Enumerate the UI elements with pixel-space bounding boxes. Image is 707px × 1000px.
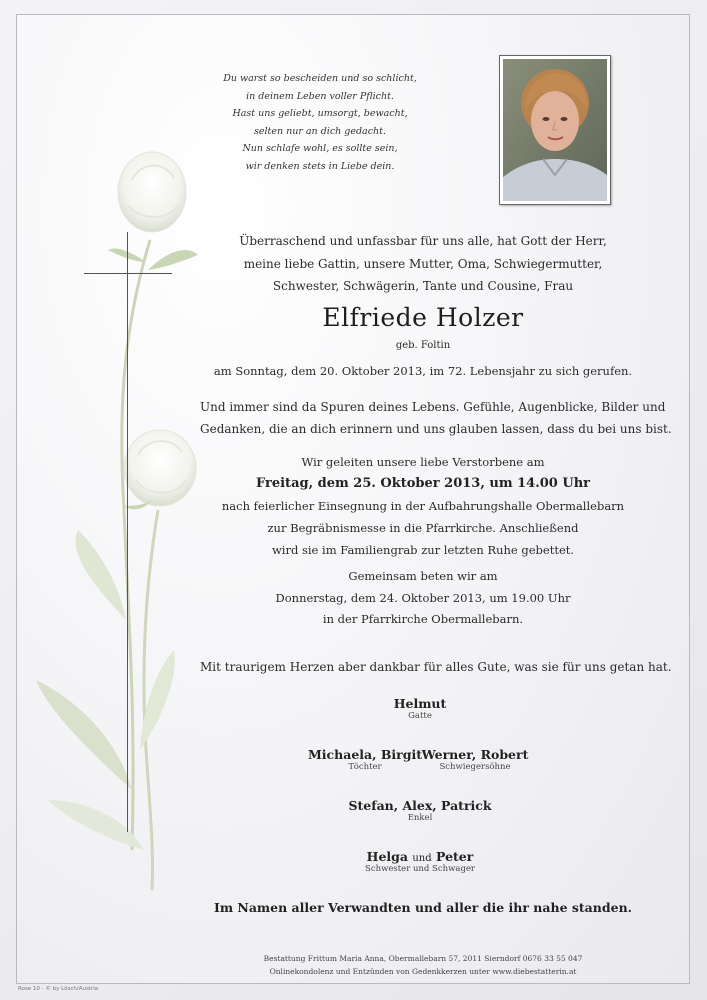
portrait-photo	[499, 55, 611, 205]
funeral-date: Freitag, dem 25. Oktober 2013, um 14.00 Uhr	[256, 476, 590, 491]
funeral-details	[200, 451, 646, 561]
daughters-relation: Töchter	[348, 762, 382, 772]
remembrance-line: Und immer sind da Spuren deines Lebens. Gefühle, Augenblicke, Bilder und	[200, 400, 666, 414]
birth-name: geb. Foltin	[395, 340, 451, 351]
siblings-relation: Schwester und Schwager	[365, 864, 475, 874]
poem-line: Hast uns geliebt, umsorgt, bewacht,	[232, 108, 408, 120]
poem-line: wir denken stets in Liebe dein.	[245, 160, 395, 172]
poem-line: Du warst so bescheiden und so schlicht,	[223, 73, 417, 84]
footer-line: Onlinekondolenz und Entzünden von Gedenkkerzen unter www.diebestatterin.at	[269, 966, 577, 976]
sons-in-law-names: Werner, Robert	[421, 747, 529, 762]
poem-line: selten nur an dich gedacht.	[253, 125, 387, 137]
cross-vertical-bar	[127, 232, 128, 832]
prayer-details	[200, 566, 646, 631]
prayer-line: Gemeinsam beten wir am	[348, 569, 498, 583]
funeral-line: nach feierlicher Einsegnung in der Aufbahrungshalle Obermallebarn	[221, 499, 625, 513]
funeral-line: zur Begräbnismesse in die Pfarrkirche. Anschließend	[267, 521, 579, 535]
image-credit: Rose 10 - © by Lösch/Austria	[18, 986, 99, 992]
siblings-names	[320, 849, 520, 864]
prayer-line: in der Pfarrkirche Obermallebarn.	[322, 612, 524, 626]
intro-line: Schwester, Schwägerin, Tante und Cousine, Frau	[272, 279, 574, 293]
grandchildren-names: Stefan, Alex, Patrick	[348, 798, 492, 813]
family-siblings	[320, 849, 520, 874]
memorial-poem	[190, 70, 450, 176]
remembrance-text	[200, 396, 672, 440]
husband-name: Helmut	[393, 696, 447, 711]
portrait-image	[503, 59, 607, 201]
funeral-lead: Wir geleiten unsere liebe Verstorbene am	[301, 455, 545, 469]
grandchildren-relation: Enkel	[407, 813, 433, 823]
remembrance-line: Gedanken, die an dich erinnern und uns glauben lassen, dass du bei uns bist.	[200, 422, 672, 436]
poem-line: Nun schlafe wohl, es sollte sein,	[242, 143, 398, 155]
daughters-names: Michaela, Birgit	[307, 747, 423, 762]
undertaker-footer	[200, 953, 646, 978]
siblings-connector: und	[412, 853, 432, 864]
family-sons-in-law	[410, 747, 540, 772]
intro-text	[200, 230, 646, 298]
family-grandchildren	[320, 798, 520, 823]
prayer-line: Donnerstag, dem 24. Oktober 2013, um 19.00 Uhr	[275, 590, 571, 605]
intro-line: meine liebe Gattin, unsere Mutter, Oma, Schwiegermutter,	[243, 256, 603, 271]
family-husband	[320, 696, 520, 721]
death-notice-line: am Sonntag, dem 20. Oktober 2013, im 72. Lebensjahr zu sich gerufen.	[213, 364, 633, 378]
funeral-line: wird sie im Familiengrab zur letzten Ruhe gebettet.	[271, 543, 575, 557]
footer-line: Bestattung Frittum Maria Anna, Obermallebarn 57, 2011 Sierndorf 0676 33 55 047	[263, 954, 583, 963]
white-roses-illustration	[28, 150, 228, 910]
sibling-name: Helga	[366, 849, 408, 864]
cross-horizontal-bar	[84, 273, 172, 274]
deceased-name: Elfriede Holzer	[322, 303, 524, 332]
intro-line: Überraschend und unfassbar für uns alle, hat Gott der Herr,	[239, 234, 607, 248]
sons-in-law-relation: Schwiegersöhne	[439, 762, 511, 772]
husband-relation: Gatte	[408, 711, 432, 721]
sibling-name: Peter	[436, 849, 474, 864]
poem-line: in deinem Leben voller Pflicht.	[246, 90, 394, 102]
closing-line: Im Namen aller Verwandten und aller die ihr nahe standen.	[213, 900, 633, 915]
thanks-line: Mit traurigem Herzen aber dankbar für alles Gute, was sie für uns getan hat.	[200, 660, 672, 674]
